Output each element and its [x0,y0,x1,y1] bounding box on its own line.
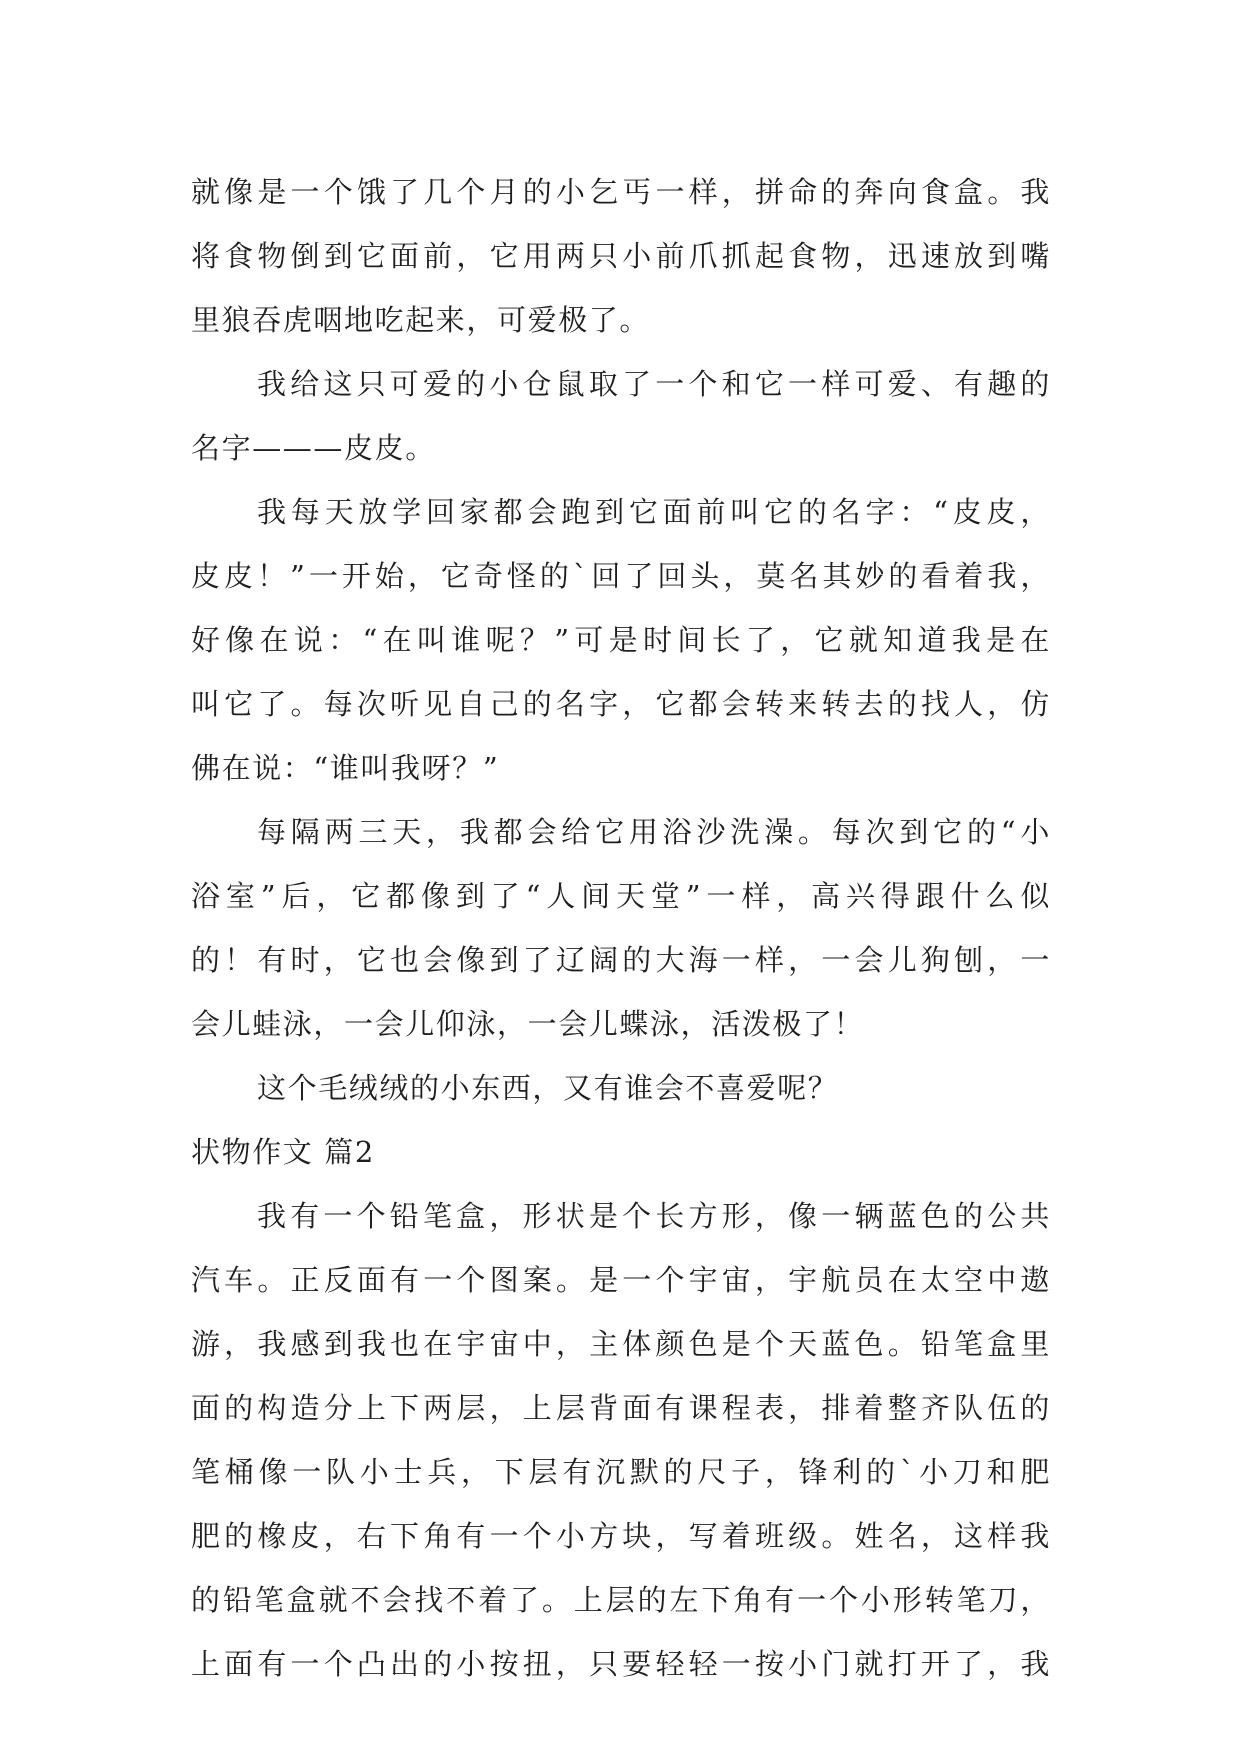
text-line: 我每天放学回家都会跑到它面前叫它的名字：“皮皮， [257,495,1051,529]
text-line: 将食物倒到它面前，它用两只小前爪抓起食物，迅速放到嘴 [191,239,1051,273]
text-line: 皮皮！”一开始，它奇怪的`回了回头，莫名其妙的看着我， [191,559,1051,593]
text-line: 状物作文 篇2 [191,1135,375,1169]
text-line: 肥的橡皮，右下角有一个小方块，写着班级。姓名，这样我 [191,1519,1051,1553]
text-line: 名字———皮皮。 [191,431,436,465]
text-line: 会儿蛙泳，一会儿仰泳，一会儿蝶泳，活泼极了！ [191,1007,865,1041]
text-line: 面的构造分上下两层，上层背面有课程表，排着整齐队伍的 [191,1391,1051,1425]
text-line: 我给这只可爱的小仓鼠取了一个和它一样可爱、有趣的 [257,367,1051,401]
text-line: 的！有时，它也会像到了辽阔的大海一样，一会儿狗刨，一 [191,943,1051,977]
text-line: 笔桶像一队小士兵，下层有沉默的尺子，锋利的`小刀和肥 [191,1455,1051,1489]
text-line: 就像是一个饿了几个月的小乞丐一样，拼命的奔向食盒。我 [191,175,1051,209]
text-line: 每隔两三天，我都会给它用浴沙洗澡。每次到它的“小 [257,815,1051,849]
text-line: 佛在说：“谁叫我呀？” [191,751,500,785]
text-line: 的铅笔盒就不会找不着了。上层的左下角有一个小形转笔刀， [191,1583,1051,1617]
text-line: 汽车。正反面有一个图案。是一个宇宙，宇航员在太空中遨 [191,1263,1051,1297]
text-line: 上面有一个凸出的小按扭，只要轻轻一按小门就打开了，我 [191,1647,1051,1681]
document-body [191,160,1051,1696]
text-line: 我有一个铅笔盒，形状是个长方形，像一辆蓝色的公共 [257,1199,1051,1233]
text-line: 浴室”后，它都像到了“人间天堂”一样，高兴得跟什么似 [191,879,1051,913]
text-line: 游，我感到我也在宇宙中，主体颜色是个天蓝色。铅笔盒里 [191,1327,1051,1361]
text-line: 这个毛绒绒的小东西，又有谁会不喜爱呢？ [257,1071,839,1105]
text-line: 叫它了。每次听见自己的名字，它都会转来转去的找人，仿 [191,687,1051,721]
text-line: 好像在说：“在叫谁呢？”可是时间长了，它就知道我是在 [191,623,1051,657]
text-line: 里狼吞虎咽地吃起来，可爱极了。 [191,303,651,337]
